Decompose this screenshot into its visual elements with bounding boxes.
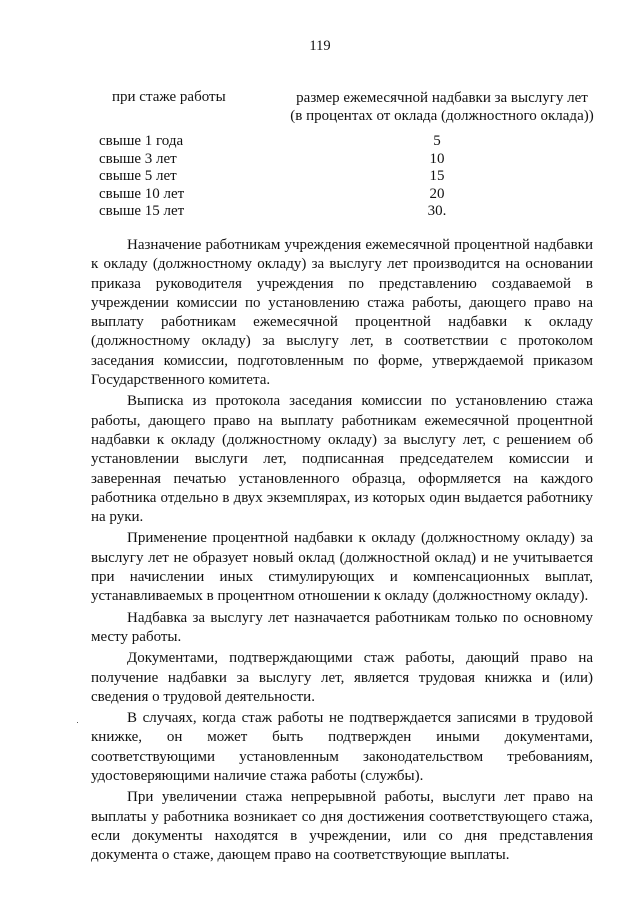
row-allowance-value: 10	[429, 150, 445, 167]
body-text	[91, 236, 593, 868]
row-allowance-value: 5	[433, 133, 441, 149]
paragraph-other-documents: В случаях, когда стаж работы не подтверждается записями в трудовой книжке, он может быть подтвержден иными документами, соответствующими установленным законодательством требованиям, удостоверяющими наличие стажа работы (службы).	[91, 710, 593, 785]
row-allowance-value: 20	[429, 185, 445, 202]
row-experience-label: свыше 10 лет	[99, 185, 185, 202]
paragraph-increase: При увеличении стажа непрерывной работы, выслуги лет право на выплаты у работника возникает со дня достижения соответствующего стажа, если документы находятся в учреждении, или со дня представления документа о стаже, дающем право на соответствующие выплаты.	[91, 789, 593, 864]
table-header-experience: при стаже работы	[112, 89, 226, 105]
table-row	[99, 133, 479, 151]
row-experience-label: свыше 15 лет	[99, 203, 185, 219]
row-experience-label: свыше 1 года	[99, 133, 184, 149]
paragraph-protocol-extract: Выписка из протокола заседания комиссии по установлению стажа работы, дающего право на выплату работникам ежемесячной процентной надбавки к окладу (должностному окладу) за выслугу лет, с решением об установлении выслуги лет, подписанная председателем комиссии и заверенная печатью установленного образца, оформляется на каждого работника отдельно в двух экземплярах, из которых один выдается работнику на руки.	[91, 393, 593, 526]
paragraph-main-workplace: Надбавка за выслугу лет назначается работникам только по основному месту работы.	[91, 609, 593, 645]
table-header-allowance	[282, 89, 602, 125]
table-row	[99, 186, 479, 204]
table-row	[99, 151, 479, 169]
table-header-allowance-line1: размер ежемесячной надбавки за выслугу лет	[296, 90, 588, 106]
table-row	[99, 168, 479, 186]
table-header-allowance-line2: (в процентах от оклада (должностного оклада))	[290, 108, 594, 124]
row-allowance-value: 15	[429, 168, 445, 184]
paragraph-appointment: Назначение работникам учреждения ежемесячной процентной надбавки к окладу (должностному окладу) за выслугу лет производится на основании приказа руководителя учреждения по представлению создаваемой в учреждении комиссии по установлению стажа работы, дающего право на выплату работникам ежемесячной процентной надбавки к окладу (должностному окладу) за выслугу лет, в соответствии с протоколом заседания комиссии, подготовленным по форме, утверждаемой приказом Государственного комитета.	[91, 237, 593, 389]
paragraph-documents: Документами, подтверждающими стаж работы, дающий право на получение надбавки за выслугу лет, является трудовая книжка и (или) сведения о трудовой деятельности.	[91, 650, 593, 705]
page-number: 119	[309, 38, 331, 54]
row-experience-label: свыше 5 лет	[99, 168, 177, 184]
allowance-table	[99, 133, 479, 221]
row-experience-label: свыше 3 лет	[99, 150, 177, 167]
table-row	[99, 203, 479, 221]
row-allowance-value: 30.	[427, 203, 447, 219]
paragraph-application: Применение процентной надбавки к окладу (должностному окладу) за выслугу лет не образует новый оклад (должностной оклад) и не учитывается при начислении иных стимулирующих и компенсационных выплат, устанавливаемых в процентном отношении к окладу (должностному окладу).	[91, 530, 593, 605]
scan-speck	[77, 722, 78, 723]
